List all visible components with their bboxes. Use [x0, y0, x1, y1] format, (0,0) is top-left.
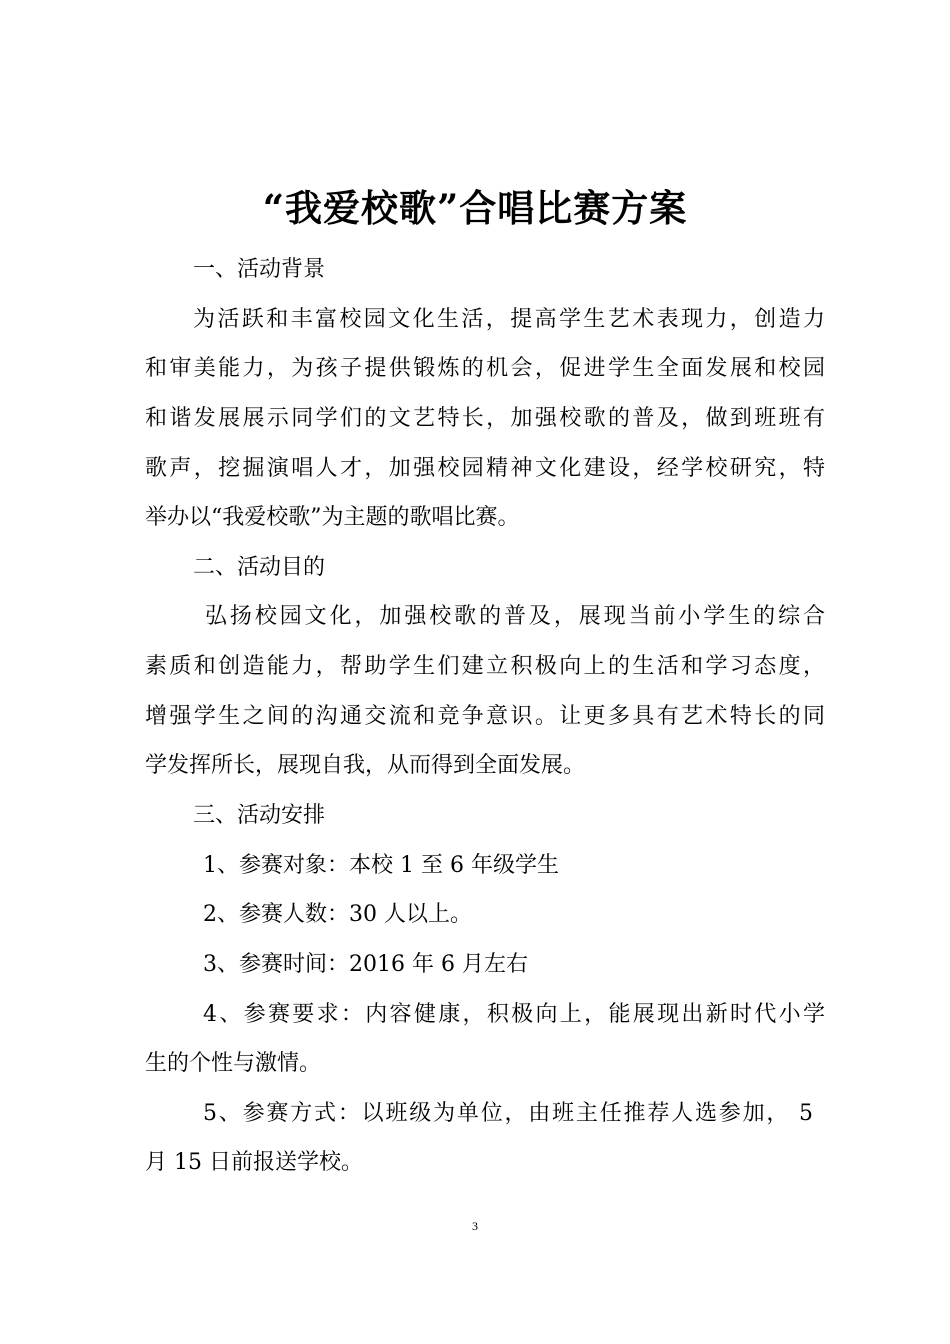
- list-item: 3、参赛时间：2016 年 6 月左右: [203, 952, 528, 977]
- paragraph-line: 和审美能力，为孩子提供锻炼的机会，促进学生全面发展和校园: [145, 356, 825, 381]
- paragraph-line: 和谐发展展示同学们的文艺特长，加强校歌的普及，做到班班有: [145, 406, 825, 431]
- list-item: 5、参赛方式：以班级为单位，由班主任推荐人选参加， 5: [203, 1101, 813, 1126]
- list-item: 2、参赛人数：30 人以上。: [203, 902, 472, 927]
- page-number: 3: [472, 1219, 478, 1233]
- paragraph-line: 举办以“我爱校歌”为主题的歌唱比赛。: [145, 505, 520, 530]
- section-heading-background: 一、活动背景: [193, 257, 326, 282]
- paragraph-line: 增强学生之间的沟通交流和竞争意识。让更多具有艺术特长的同: [145, 704, 825, 729]
- paragraph-line: 为活跃和丰富校园文化生活，提高学生艺术表现力，创造力: [193, 307, 825, 332]
- paragraph-line: 歌声，挖掘演唱人才，加强校园精神文化建设，经学校研究，特: [145, 456, 825, 481]
- paragraph-line: 学发挥所长，展现自我，从而得到全面发展。: [145, 753, 586, 778]
- section-heading-purpose: 二、活动目的: [193, 555, 326, 580]
- paragraph-line: 素质和创造能力，帮助学生们建立积极向上的生活和学习态度，: [145, 654, 825, 679]
- list-item: 4、参赛要求：内容健康，积极向上，能展现出新时代小学: [203, 1002, 825, 1027]
- list-item-continuation: 生的个性与激情。: [145, 1051, 322, 1076]
- list-item: 1、参赛对象：本校 1 至 6 年级学生: [203, 853, 559, 878]
- document-title: “我爱校歌”合唱比赛方案: [262, 186, 688, 230]
- section-heading-arrangement: 三、活动安排: [193, 803, 326, 828]
- list-item-continuation: 月 15 日前报送学校。: [145, 1150, 363, 1175]
- paragraph-line: 弘扬校园文化，加强校歌的普及，展现当前小学生的综合: [205, 604, 825, 629]
